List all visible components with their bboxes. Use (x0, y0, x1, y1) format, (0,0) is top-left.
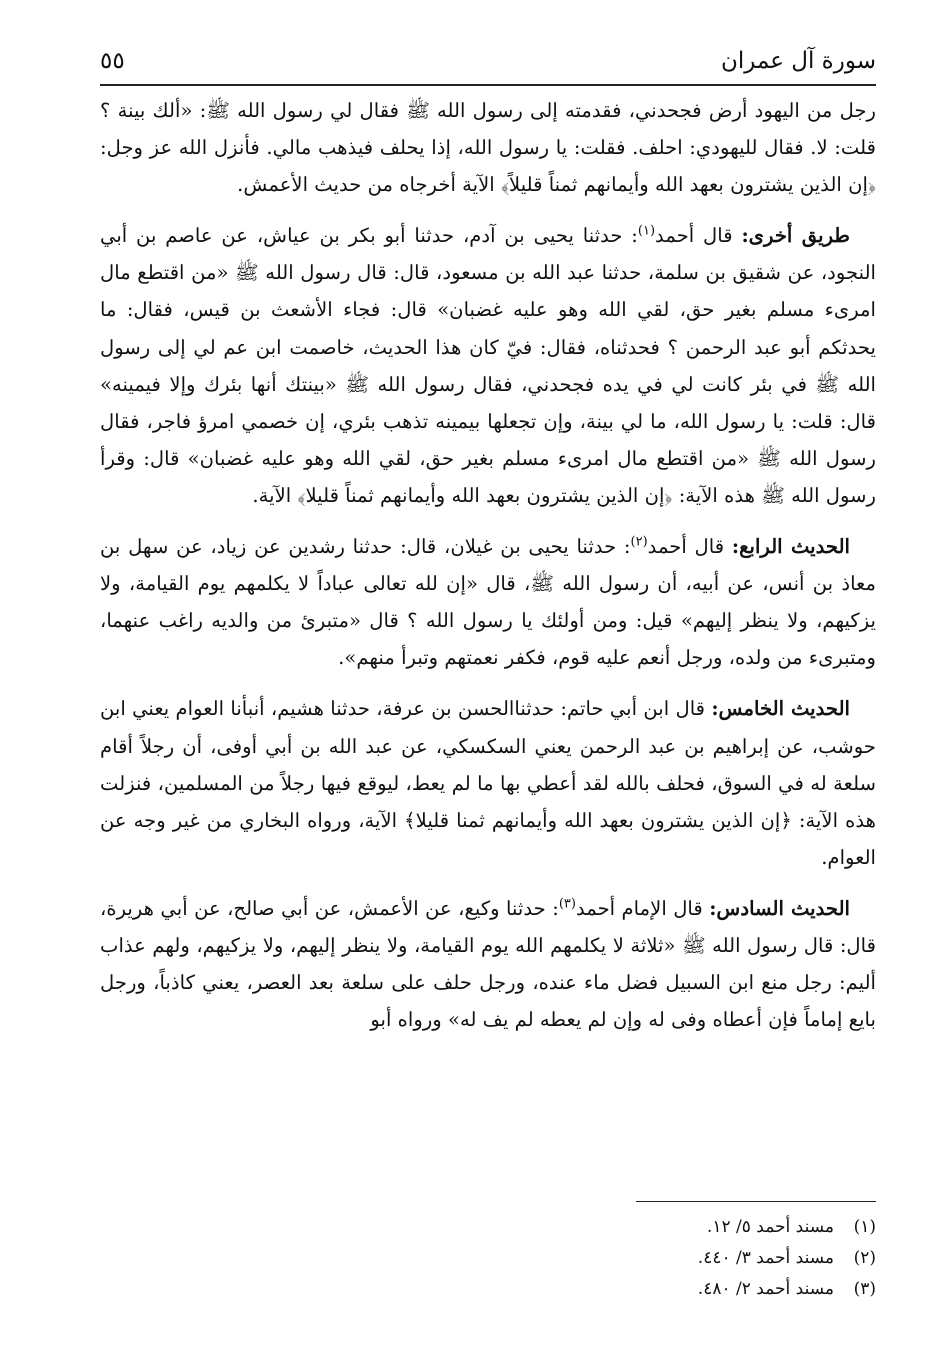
footnote-ref: (١) (637, 223, 656, 239)
paragraph (100, 528, 876, 676)
surah-title: سورة آل عمران (720, 48, 876, 74)
footnote-number: (٢) (853, 1248, 876, 1268)
footnote-ref: (٢) (630, 534, 648, 550)
footnote-number: (١) (853, 1217, 876, 1237)
footnote (500, 1274, 876, 1305)
footnotes (500, 1212, 876, 1305)
paragraph-text: قال ابن أبي حاتم: حدثناالحسن بن عرفة، حدثنا هشيم، أنبأنا العوام يعني ابن حوشب، عن إبراهيم بن عبد الرحمن يعني السكسكي، عن عبد الله بن أبي أوفى، أن رجلاً أقام سلعة له في السوق، فحلف بالله لقد أعطي بها ما لم يعط، ليوقع فيها رجلاً من المسلمين، فنزلت هذه الآية: ﴿إن الذين يشترون بعهد الله وأيمانهم ثمنا قليلا﴾ الآية، ورواه البخاري من غير وجه عن العوام. (100, 697, 876, 869)
heading-tail: قال الإمام أحمد (575, 896, 710, 920)
footnote-text: مسند أحمد ٥/ ١٢. (706, 1217, 834, 1237)
paragraph (100, 92, 876, 203)
heading-tail: قال أحمد (655, 224, 742, 248)
paragraph-text: : حدثنا يحيى بن غيلان، قال: حدثنا رشدين عن زياد، عن سهل بن معاذ بن أنس، عن أبيه، أن رسول الله ﷺ، قال «إن لله تعالى عباداً لا يكلمهم يوم القيامة، ولا يزكيهم، ولا ينظر إليهم» قيل: ومن أولئك يا رسول الله ؟ قال «متبرئ من والديه راغب عنهما، ومتبرىء من ولده، ورجل أنعم عليه قوم، فكفر نعمتهم وتبرأ منهم». (100, 535, 876, 670)
footnote (500, 1212, 876, 1243)
footnote-text: مسند أحمد ٣/ ٤٤٠. (697, 1248, 834, 1268)
page-number: ٥٥ (100, 48, 125, 74)
section-heading: الحديث السادس: (709, 896, 850, 920)
footnote-text: مسند أحمد ٢/ ٤٨٠. (697, 1279, 834, 1299)
section-heading: طريق أخرى: (741, 224, 850, 248)
paragraph (100, 890, 876, 1038)
footnote (500, 1243, 876, 1274)
page-header (100, 44, 876, 86)
paragraph (100, 690, 876, 875)
section-heading: الحديث الرابع: (731, 535, 850, 559)
footnote-ref: (٣) (558, 896, 576, 912)
paragraph-text: رجل من اليهود أرض فجحدني، فقدمته إلى رسول الله ﷺ فقال لي رسول الله ﷺ: «ألك بينة ؟ قلت: لا. فقال لليهودي: احلف. فقلت: يا رسول الله، إذا يحلف فيذهب مالي. فأنزل الله عز وجل: ﴿إن الذين يشترون بعهد الله وأيمانهم ثمناً قليلاً﴾ الآية أخرجاه من حديث الأعمش. (100, 99, 876, 197)
paragraph-text: : حدثنا وكيع، عن الأعمش، عن أبي صالح، عن أبي هريرة، قال: قال رسول الله ﷺ «ثلاثة لا يكلمهم الله يوم القيامة، ولا ينظر إليهم، ولا يزكيهم، ولهم عذاب أليم: رجل منع ابن السبيل فضل ماء عنده، ورجل حلف على سلعة بعد العصر، يعني كاذباً، ورجل بايع إماماً فإن أعطاه وفى له وإن لم يعطه لم يف له» ورواه أبو (100, 896, 876, 1032)
footnote-divider (636, 1201, 876, 1202)
main-text (100, 92, 876, 1052)
paragraph (100, 217, 876, 514)
paragraph-text: : حدثنا يحيى بن آدم، حدثنا أبو بكر بن عياش، عن عاصم بن أبي النجود، عن شقيق بن سلمة، حدثنا عبد الله بن مسعود، قال: قال رسول الله ﷺ «من اقتطع مال امرىء مسلم بغير حق، لقي الله وهو عليه غضبان» قال: فجاء الأشعث بن قيس، فقال: ما يحدثكم أبو عبد الرحمن ؟ فحدثناه، فقال: فيّ كان هذا الحديث، خاصمت ابن عم لي إلى رسول الله ﷺ في بئر كانت لي في يده فجحدني، فقال رسول الله ﷺ «بينتك أنها بئرك وإلا فيمينه» قال: قلت: يا رسول الله، ما لي بينة، وإن تجعلها بيمينه تذهب بئري، إن خصمي امرؤ فاجر، فقال رسول الله ﷺ «من اقتطع مال امرىء مسلم بغير حق، لقي الله وهو عليه غضبان» قال: وقرأ رسول الله ﷺ هذه الآية: ﴿إن الذين يشترون بعهد الله وأيمانهم ثمناً قليلا﴾ الآية. (100, 224, 876, 507)
footnote-number: (٣) (853, 1279, 876, 1299)
section-heading: الحديث الخامس: (711, 697, 850, 721)
heading-tail: قال أحمد (647, 535, 732, 559)
